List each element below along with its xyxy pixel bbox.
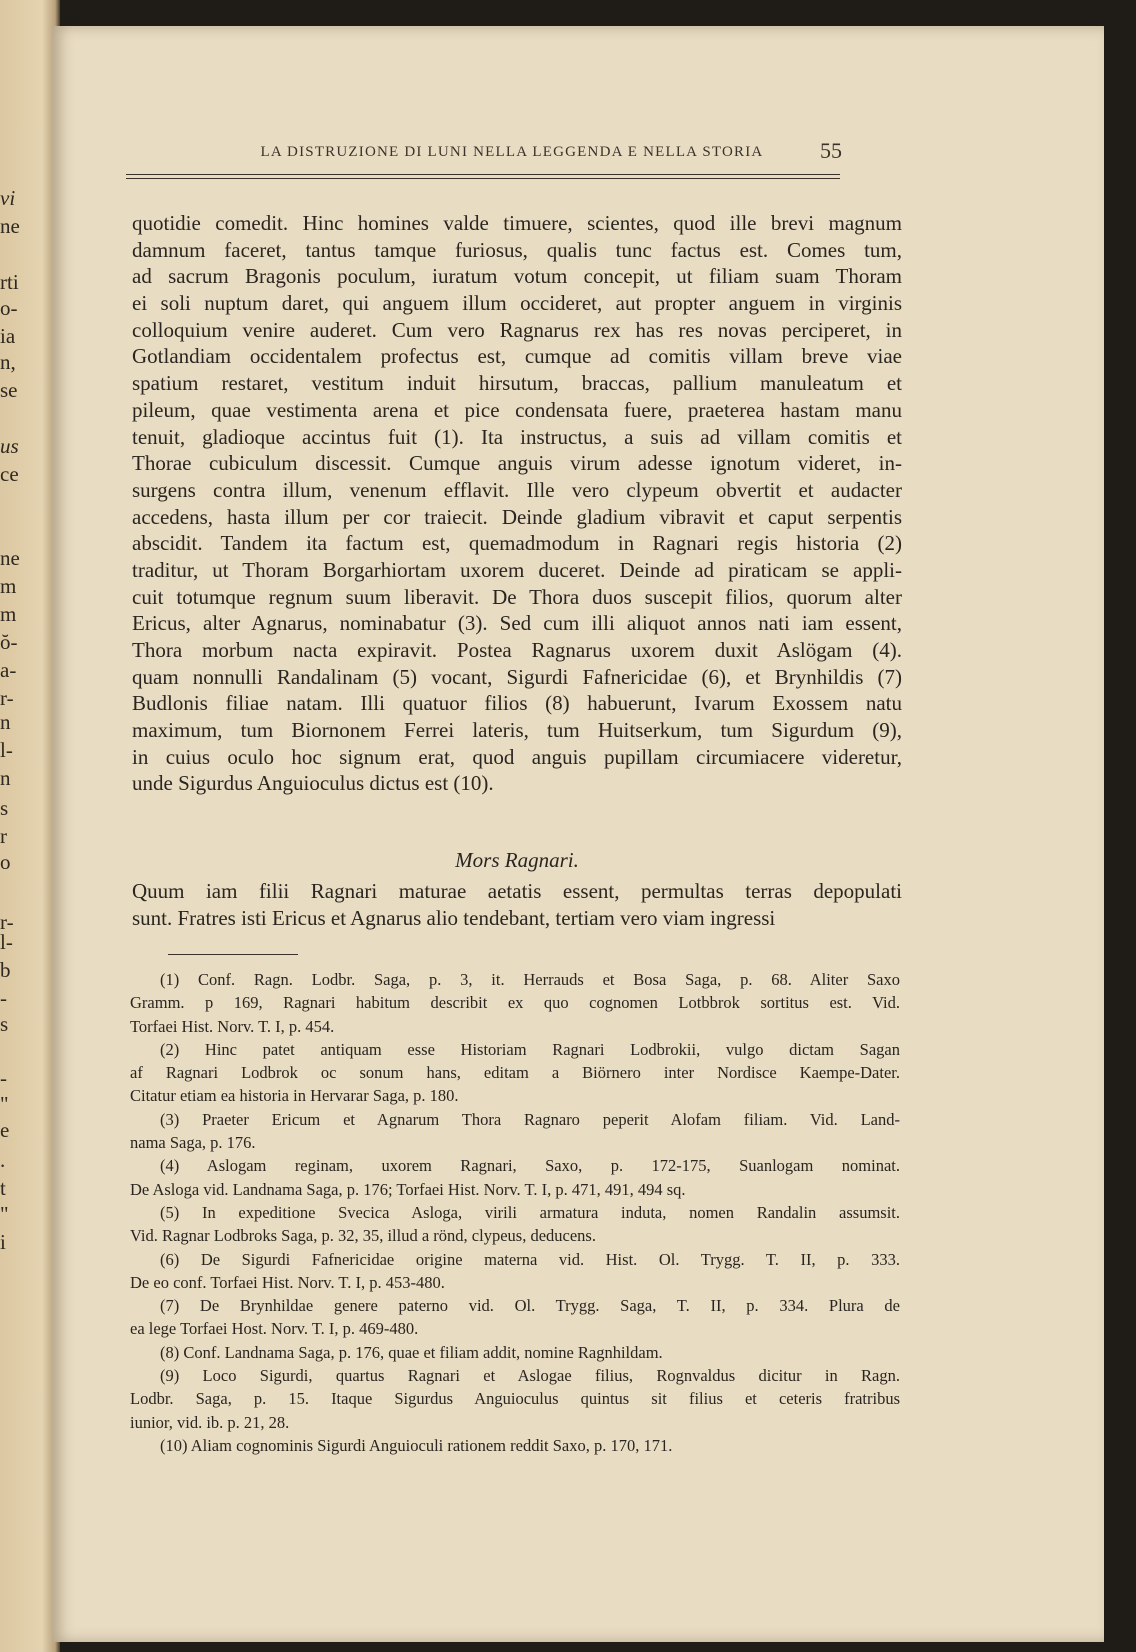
facing-page-fragment: o bbox=[0, 850, 11, 874]
facing-page-fragment: r- bbox=[0, 910, 14, 934]
facing-page-fragment: l- bbox=[0, 930, 13, 954]
facing-page-fragment: t bbox=[0, 1176, 6, 1200]
facing-page-fragment: i bbox=[0, 1230, 6, 1254]
facing-page-edge bbox=[0, 0, 60, 1652]
footnotes bbox=[130, 968, 900, 1457]
text-line: surgens contra illum, venenum efflavit. Ille vero clypeum obvertit et audacter bbox=[132, 477, 902, 502]
facing-page-fragment: - bbox=[0, 986, 7, 1010]
book-page bbox=[52, 26, 1104, 1642]
facing-page-fragment: s bbox=[0, 1012, 9, 1036]
text-line: cuit totumque regnum suum liberavit. De Thora duos suscepit filios, quorum alter bbox=[132, 584, 902, 609]
text-line: Budlonis filiae natam. Illi quatuor filios (8) habuerunt, Ivarum Exossem natu bbox=[132, 691, 902, 716]
facing-page-fragment: us bbox=[0, 434, 19, 458]
facing-page-fragment: m bbox=[0, 602, 17, 626]
facing-page-fragment: - bbox=[0, 1066, 7, 1090]
facing-page-fragment: " bbox=[0, 1092, 9, 1116]
text-line: colloquium venire auderet. Cum vero Ragnarus rex has res novas perciperet, in bbox=[132, 317, 902, 342]
facing-page-fragment: vi bbox=[0, 186, 16, 210]
text-line: traditur, ut Thoram Borgarhiortam uxorem duceret. Deinde ad piraticam se appli- bbox=[132, 557, 902, 582]
text-line: quam nonnulli Randalinam (5) vocant, Sigurdi Fafnericidae (6), et Brynhildis (7) bbox=[132, 664, 902, 689]
text-line: sunt. Fratres isti Ericus et Agnarus alio tendebant, tertiam vero viam ingressi bbox=[132, 905, 776, 930]
footnote-line: (1) Conf. Ragn. Lodbr. Saga, p. 3, it. Herrauds et Bosa Saga, p. 68. Aliter Saxo bbox=[160, 970, 900, 989]
footnote-rule bbox=[168, 954, 298, 955]
facing-page-fragment: ŏ- bbox=[0, 630, 18, 654]
header-rule-bottom bbox=[126, 178, 840, 179]
facing-page-fragment: r bbox=[0, 824, 7, 848]
section-text bbox=[132, 878, 902, 931]
facing-page-fragment: ia bbox=[0, 324, 16, 348]
footnote-line: Lodbr. Saga, p. 15. Itaque Sigurdus Anguioculus quintus sit filius et ceteris fratribus bbox=[130, 1389, 900, 1409]
footnote-line: Citatur etiam ea historia in Hervarar Saga, p. 180. bbox=[130, 1086, 459, 1106]
text-line: Gotlandiam occidentalem profectus est, cumque ad comitis villam breve viae bbox=[132, 344, 902, 369]
facing-page-fragment: ne bbox=[0, 214, 20, 238]
facing-page-fragment: e bbox=[0, 1118, 10, 1142]
facing-page-fragment: r- bbox=[0, 686, 14, 710]
facing-page-fragment: m bbox=[0, 574, 17, 598]
text-line: Thora morbum nacta expiravit. Postea Ragnarus uxorem duxit Aslögam (4). bbox=[132, 638, 902, 662]
footnote-line: (5) In expeditione Svecica Asloga, virili armatura induta, nomen Randalin assumsit. bbox=[160, 1202, 900, 1222]
footnote-line: (10) Aliam cognominis Sigurdi Anguioculi rationem reddit Saxo, p. 170, 171. bbox=[160, 1435, 673, 1455]
footnote-line: Gramm. p 169, Ragnari habitum describit ex quo cognomen Lotbbrok sortitus est. Vid. bbox=[130, 993, 900, 1013]
footnote-line: Vid. Ragnar Lodbroks Saga, p. 32, 35, illud a rönd, clypeus, deducens. bbox=[130, 1226, 596, 1246]
facing-page-fragment: s bbox=[0, 796, 9, 820]
text-line: Thorae cubiculum discessit. Cumque anguis virum adesse ignotum videret, in- bbox=[132, 451, 902, 476]
footnote-line: (8) Conf. Landnama Saga, p. 176, quae et filiam addit, nomine Ragnhildam. bbox=[160, 1342, 663, 1362]
text-line: tenuit, gladioque accintus fuit (1). Ita instructus, a suis ad villam comitis et bbox=[132, 424, 902, 449]
text-line: ei soli nuptum daret, qui anguem illum occideret, aut propter anguem in virginis bbox=[132, 291, 902, 316]
text-line: ad sacrum Bragonis poculum, iuratum votum concepit, ut filiam suam Thoram bbox=[132, 264, 902, 289]
facing-page-fragment: a- bbox=[0, 658, 17, 682]
facing-page-fragment: ce bbox=[0, 462, 19, 486]
text-line: spatium restaret, vestitum induit hirsutum, braccas, pallium manuleatum et bbox=[132, 371, 902, 396]
facing-page-fragment: o- bbox=[0, 296, 18, 320]
footnote-line: ea lege Torfaei Host. Norv. T. I, p. 469-480. bbox=[130, 1319, 419, 1339]
footnote-line: (7) De Brynhildae genere paterno vid. Ol. Trygg. Saga, T. II, p. 334. Plura de bbox=[160, 1296, 900, 1316]
main-text bbox=[132, 210, 902, 797]
text-line: damnum faceret, tantus tamque furiosus, qualis tunc factus est. Comes tum, bbox=[132, 237, 902, 262]
facing-page-fragment: n, bbox=[0, 350, 16, 374]
header-rule-top bbox=[126, 174, 840, 175]
text-line: Ericus, alter Agnarus, nominabatur (3). Sed cum illi aliquot annos nati iam essent, bbox=[132, 611, 902, 636]
facing-page-fragment: rti bbox=[0, 270, 19, 294]
text-line: in cuius oculo hoc signum erat, quod anguis pupillam circumiacere videretur, bbox=[132, 744, 902, 769]
text-line: unde Sigurdus Anguioculus dictus est (10). bbox=[132, 771, 494, 796]
facing-page-fragment: b bbox=[0, 958, 11, 982]
footnote-line: (6) De Sigurdi Fafnericidae origine materna vid. Hist. Ol. Trygg. T. II, p. 333. bbox=[160, 1249, 900, 1269]
facing-page-fragment: l- bbox=[0, 738, 13, 762]
running-header: LA DISTRUZIONE DI LUNI NELLA LEGGENDA E NELLA STORIA bbox=[260, 144, 764, 160]
footnote-line: Torfaei Hist. Norv. T. I, p. 454. bbox=[130, 1016, 335, 1036]
facing-page-fragment: ne bbox=[0, 546, 20, 570]
footnote-line: De eo conf. Torfaei Hist. Norv. T. I, p. 453-480. bbox=[130, 1272, 445, 1292]
text-line: accedens, hasta illum per cor traiecit. Deinde gladium vibravit et caput serpentis bbox=[132, 504, 902, 529]
footnote-line: (4) Aslogam reginam, uxorem Ragnari, Saxo, p. 172-175, Suanlogam nominat. bbox=[160, 1156, 900, 1176]
footnote-line: af Ragnari Lodbrok oc sonum hans, editam a Biörnero inter Nordisce Kaempe-Dater. bbox=[130, 1063, 900, 1083]
footnote-line: nama Saga, p. 176. bbox=[130, 1133, 256, 1153]
footnote-line: (2) Hinc patet antiquam esse Historiam Ragnari Lodbrokii, vulgo dictam Sagan bbox=[160, 1039, 900, 1059]
text-line: pileum, quae vestimenta arena et pice condensata fuere, praeterea hastam manu bbox=[132, 397, 902, 422]
footnote-line: iunior, vid. ib. p. 21, 28. bbox=[130, 1412, 290, 1432]
facing-page-fragment: se bbox=[0, 378, 18, 402]
footnote-line: (9) Loco Sigurdi, quartus Ragnari et Aslogae filius, Rognvaldus dicitur in Ragn. bbox=[160, 1366, 900, 1386]
facing-page-fragment: n bbox=[0, 766, 11, 790]
page-number: 55 bbox=[820, 138, 842, 163]
text-line: maximum, tum Biornonem Ferrei lateris, tum Huitserkum, tum Sigurdum (9), bbox=[132, 718, 902, 743]
facing-page-fragment: " bbox=[0, 1202, 9, 1226]
text-line: Quum iam filii Ragnari maturae aetatis essent, permultas terras depopulati bbox=[132, 879, 902, 903]
text-line: quotidie comedit. Hinc homines valde timuere, scientes, quod ille brevi magnum bbox=[132, 211, 902, 235]
footnote-line: De Asloga vid. Landnama Saga, p. 176; Torfaei Hist. Norv. T. I, p. 471, 491, 494 sq. bbox=[130, 1179, 686, 1199]
facing-page-fragment: n bbox=[0, 710, 11, 734]
text-line: abscidit. Tandem ita factum est, quemadmodum in Ragnari regis historia (2) bbox=[132, 531, 902, 556]
section-title: Mors Ragnari. bbox=[455, 848, 579, 872]
facing-page-fragment: . bbox=[0, 1148, 6, 1172]
footnote-line: (3) Praeter Ericum et Agnarum Thora Ragnaro peperit Alofam filiam. Vid. Land- bbox=[160, 1109, 900, 1129]
